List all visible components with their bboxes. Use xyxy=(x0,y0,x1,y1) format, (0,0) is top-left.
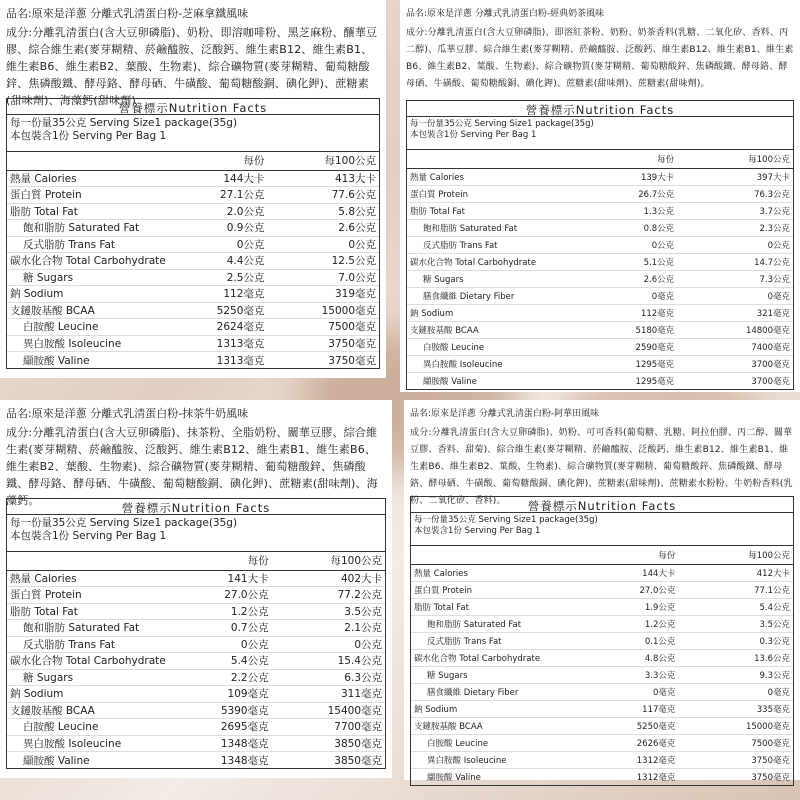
nutrient-per-100g: 15400毫克 xyxy=(272,702,385,719)
serving-size: 每一份量35公克 Serving Size1 package(35g) xyxy=(410,119,594,129)
label-panel-matcha-milk xyxy=(0,400,392,778)
nutrient-label: 反式脂肪 Trans Fat xyxy=(407,236,608,253)
nutrition-facts-table xyxy=(6,98,380,369)
nutrient-per-serving: 0.9公克 xyxy=(200,220,267,237)
nutrient-per-100g: 412大卡 xyxy=(678,564,793,581)
nutrient-per-100g: 0公克 xyxy=(272,636,385,653)
nutrient-per-serving: 112毫克 xyxy=(608,304,677,321)
table-row xyxy=(411,632,793,649)
nutrient-label: 異白胺酸 Isoleucine xyxy=(407,355,608,372)
nutrient-label: 異白胺酸 Isoleucine xyxy=(7,335,200,352)
header-blank xyxy=(7,152,200,170)
table-row xyxy=(411,564,793,581)
nutrient-per-100g: 7500毫克 xyxy=(267,319,379,336)
nutrient-label: 膳食纖維 Dietary Fiber xyxy=(411,683,610,700)
nutrient-label: 熱量 Calories xyxy=(7,570,204,587)
nutrient-per-100g: 397大卡 xyxy=(677,168,793,185)
serving-info xyxy=(7,115,379,152)
nutrient-per-100g: 76.3公克 xyxy=(677,185,793,202)
nutrient-label: 膳食纖維 Dietary Fiber xyxy=(407,287,608,304)
nutrient-per-serving: 139大卡 xyxy=(608,168,677,185)
nutrient-per-100g: 7400毫克 xyxy=(677,338,793,355)
nutrient-per-100g: 5.8公克 xyxy=(267,203,379,220)
nutrient-per-serving: 0.7公克 xyxy=(204,620,272,637)
table-header-row xyxy=(7,152,379,170)
table-row xyxy=(411,683,793,700)
ingredients-list: 成分:分離乳清蛋白(含大豆卵磷脂)、抹茶粉、全脂奶粉、關華豆膠、綜合維生素(麥芽糊精、菸鹼醯胺、泛酸鈣、維生素B12、維生素B1、維生素B6、維生素B2、葉酸、生物素)、綜合礦物質(麥芽糊精、葡萄糖酸鋅、焦磷酸鐵、酵母鉻、酵母硒、牛磺酸、葡萄糖酸銅、碘化鉀)、蔗糖素(甜味劑)、海藻鈣。 xyxy=(6,426,378,507)
nutrient-per-serving: 1295毫克 xyxy=(608,355,677,372)
header-per-serving: 每份 xyxy=(610,546,679,564)
table-row xyxy=(7,302,379,319)
nutrition-facts-title: 營養標示Nutrition Facts xyxy=(7,99,379,115)
nutrient-per-serving: 0.8公克 xyxy=(608,219,677,236)
nutrient-per-serving: 2695毫克 xyxy=(204,719,272,736)
header-blank xyxy=(407,150,608,168)
nutrition-facts-title: 營養標示Nutrition Facts xyxy=(411,497,793,513)
serving-info xyxy=(407,117,793,150)
nutrient-label: 鈉 Sodium xyxy=(407,304,608,321)
serving-size: 每一份量35公克 Serving Size1 package(35g) xyxy=(10,117,238,129)
nutrition-facts-title: 營養標示Nutrition Facts xyxy=(407,101,793,117)
table-row xyxy=(7,735,385,752)
nutrient-per-100g: 0.3公克 xyxy=(678,632,793,649)
nutrient-label: 碳水化合物 Total Carbohydrate xyxy=(411,649,610,666)
nutrient-per-serving: 2590毫克 xyxy=(608,338,677,355)
table-row xyxy=(7,719,385,736)
nutrient-label: 飽和脂肪 Saturated Fat xyxy=(7,620,204,637)
nutrient-per-100g: 13.6公克 xyxy=(678,649,793,666)
nutrient-label: 支鏈胺基酸 BCAA xyxy=(7,702,204,719)
nutrient-per-serving: 27.1公克 xyxy=(200,187,267,204)
nutrient-per-serving: 2.0公克 xyxy=(200,203,267,220)
nutrient-per-serving: 2.6公克 xyxy=(608,270,677,287)
table-row xyxy=(407,236,793,253)
nutrient-label: 飽和脂肪 Saturated Fat xyxy=(407,219,608,236)
nutrient-label: 鈉 Sodium xyxy=(7,686,204,703)
table-row xyxy=(7,603,385,620)
nutrient-label: 熱量 Calories xyxy=(411,564,610,581)
table-row xyxy=(7,587,385,604)
nutrient-label: 異白胺酸 Isoleucine xyxy=(411,751,610,768)
servings-per-bag: 本包裝含1份 Serving Per Bag 1 xyxy=(410,130,537,140)
table-row xyxy=(411,768,793,785)
nutrient-per-serving: 1.2公克 xyxy=(204,603,272,620)
nutrient-per-100g: 15000毫克 xyxy=(678,717,793,734)
table-row xyxy=(7,319,379,336)
label-panel-sesame-latte xyxy=(0,0,386,378)
nutrient-per-serving: 27.0公克 xyxy=(610,581,679,598)
nutrient-label: 熱量 Calories xyxy=(407,168,608,185)
nutrient-per-100g: 3.5公克 xyxy=(678,615,793,632)
table-row xyxy=(7,203,379,220)
nutrient-per-100g: 3700毫克 xyxy=(677,355,793,372)
table-row xyxy=(411,581,793,598)
nutrient-per-100g: 3700毫克 xyxy=(751,376,790,387)
nutrient-table xyxy=(411,546,793,785)
nutrient-per-100g: 321毫克 xyxy=(677,304,793,321)
nutrient-label: 脂肪 Total Fat xyxy=(7,203,200,220)
nutrient-per-serving: 5390毫克 xyxy=(204,702,272,719)
nutrient-per-100g: 77.6公克 xyxy=(267,187,379,204)
nutrient-label: 糖 Sugars xyxy=(407,270,608,287)
nutrient-per-100g: 15000毫克 xyxy=(267,302,379,319)
servings-per-bag: 本包裝含1份 Serving Per Bag 1 xyxy=(10,530,167,542)
nutrient-label: 支鏈胺基酸 BCAA xyxy=(411,717,610,734)
nutrient-per-serving: 1312毫克 xyxy=(610,751,679,768)
nutrient-per-100g: 14800毫克 xyxy=(677,321,793,338)
product-name: 品名:原來是洋蔥 分離式乳清蛋白粉-芝麻拿鐵風味 xyxy=(6,7,249,20)
header-per-100g: 每100公克 xyxy=(678,546,793,564)
nutrient-label: 蛋白質 Protein xyxy=(411,581,610,598)
header-per-100g: 每100公克 xyxy=(267,152,379,170)
nutrient-table xyxy=(407,150,793,389)
nutrient-per-serving: 1348毫克 xyxy=(220,754,269,767)
nutrient-label: 纈胺酸 Valine xyxy=(23,354,90,367)
nutrient-per-serving: 1.9公克 xyxy=(610,598,679,615)
nutrient-per-serving: 5180毫克 xyxy=(608,321,677,338)
nutrient-per-serving: 5250毫克 xyxy=(610,717,679,734)
nutrient-per-100g: 3.7公克 xyxy=(677,202,793,219)
nutrient-label: 白胺酸 Leucine xyxy=(7,719,204,736)
table-row xyxy=(411,615,793,632)
table-header-row xyxy=(7,552,385,570)
serving-info xyxy=(411,513,793,546)
nutrient-per-serving: 1313毫克 xyxy=(200,335,267,352)
nutrient-label: 支鏈胺基酸 BCAA xyxy=(407,321,608,338)
nutrition-facts-title: 營養標示Nutrition Facts xyxy=(7,499,385,515)
nutrient-label: 支鏈胺基酸 BCAA xyxy=(7,302,200,319)
table-row xyxy=(7,669,385,686)
nutrient-per-serving: 1313毫克 xyxy=(216,354,265,367)
nutrient-per-100g: 7500毫克 xyxy=(678,734,793,751)
nutrient-label: 脂肪 Total Fat xyxy=(411,598,610,615)
nutrient-per-100g: 0毫克 xyxy=(677,287,793,304)
nutrient-label: 熱量 Calories xyxy=(7,170,200,187)
table-row xyxy=(407,338,793,355)
table-row xyxy=(7,236,379,253)
header-per-serving: 每份 xyxy=(608,150,677,168)
table-row xyxy=(7,636,385,653)
nutrient-label: 鈉 Sodium xyxy=(411,700,610,717)
nutrient-per-serving: 27.0公克 xyxy=(204,587,272,604)
nutrition-facts-table xyxy=(6,498,386,769)
nutrient-per-100g: 14.7公克 xyxy=(677,253,793,270)
table-row xyxy=(7,686,385,703)
nutrient-per-serving: 0.1公克 xyxy=(610,632,679,649)
nutrient-per-100g: 5.4公克 xyxy=(678,598,793,615)
nutrient-per-100g: 7.3公克 xyxy=(677,270,793,287)
nutrient-per-serving: 0公克 xyxy=(608,236,677,253)
table-row xyxy=(7,702,385,719)
nutrient-per-100g: 0毫克 xyxy=(678,683,793,700)
nutrient-label: 纈胺酸 Valine xyxy=(423,376,477,387)
nutrient-label: 反式脂肪 Trans Fat xyxy=(7,636,204,653)
label-panel-milk-tea xyxy=(400,0,800,392)
nutrient-per-100g: 3750毫克 xyxy=(328,354,376,367)
nutrient-label: 白胺酸 Leucine xyxy=(7,319,200,336)
nutrient-label: 碳水化合物 Total Carbohydrate xyxy=(7,653,204,670)
nutrient-per-serving: 0公克 xyxy=(204,636,272,653)
nutrient-per-100g: 335毫克 xyxy=(678,700,793,717)
nutrient-per-100g: 2.3公克 xyxy=(677,219,793,236)
table-header-row xyxy=(407,150,793,168)
table-row xyxy=(407,287,793,304)
table-row xyxy=(7,170,379,187)
nutrient-per-serving: 141大卡 xyxy=(204,570,272,587)
nutrient-label: 蛋白質 Protein xyxy=(7,187,200,204)
nutrient-label: 蛋白質 Protein xyxy=(407,185,608,202)
nutrient-per-100g: 6.3公克 xyxy=(272,669,385,686)
table-row xyxy=(407,304,793,321)
nutrient-label: 碳水化合物 Total Carbohydrate xyxy=(7,253,200,270)
product-name: 品名:原來是洋蔥 分離式乳清蛋白粉-抹茶牛奶風味 xyxy=(6,407,249,420)
table-row xyxy=(411,598,793,615)
nutrient-per-100g: 3.5公克 xyxy=(272,603,385,620)
table-row xyxy=(7,352,379,369)
table-row xyxy=(411,700,793,717)
product-name: 品名:原來是洋蔥 分離式乳清蛋白粉-經典奶茶風味 xyxy=(406,9,605,19)
nutrient-per-serving: 112毫克 xyxy=(200,286,267,303)
nutrition-facts-table xyxy=(406,100,794,390)
nutrient-per-serving: 1.3公克 xyxy=(608,202,677,219)
nutrient-per-100g: 9.3公克 xyxy=(678,666,793,683)
nutrient-per-serving: 4.4公克 xyxy=(200,253,267,270)
nutrient-per-serving: 117毫克 xyxy=(610,700,679,717)
table-header-row xyxy=(411,546,793,564)
nutrient-per-serving: 1.2公克 xyxy=(610,615,679,632)
table-row xyxy=(7,335,379,352)
servings-per-bag: 本包裝含1份 Serving Per Bag 1 xyxy=(414,526,541,536)
nutrient-per-100g: 77.1公克 xyxy=(678,581,793,598)
nutrient-per-serving: 26.7公克 xyxy=(608,185,677,202)
nutrient-label: 糖 Sugars xyxy=(7,669,204,686)
nutrient-per-serving: 2626毫克 xyxy=(610,734,679,751)
table-row xyxy=(7,269,379,286)
nutrient-per-serving: 2.2公克 xyxy=(204,669,272,686)
nutrient-per-100g: 3750毫克 xyxy=(267,335,379,352)
product-name: 品名:原來是洋蔥 分離式乳清蛋白粉-阿華田風味 xyxy=(410,409,600,419)
nutrient-per-serving: 1312毫克 xyxy=(636,772,676,783)
servings-per-bag: 本包裝含1份 Serving Per Bag 1 xyxy=(10,130,167,142)
label-panel-ovaltine xyxy=(404,400,800,783)
nutrient-label: 糖 Sugars xyxy=(7,269,200,286)
nutrient-per-serving: 0公克 xyxy=(200,236,267,253)
table-row xyxy=(407,219,793,236)
nutrient-per-100g: 77.2公克 xyxy=(272,587,385,604)
table-row xyxy=(411,751,793,768)
nutrient-per-100g: 7700毫克 xyxy=(272,719,385,736)
table-row xyxy=(411,649,793,666)
nutrient-table xyxy=(7,152,379,368)
nutrient-label: 纈胺酸 Valine xyxy=(23,754,90,767)
nutrient-per-serving: 2624毫克 xyxy=(200,319,267,336)
nutrient-per-100g: 3750毫克 xyxy=(751,772,790,783)
ingredients-list: 成分:分離乳清蛋白(含大豆卵磷脂)、奶粉、可可香料(葡萄糖、乳糖、阿拉伯膠、丙二醇、關華豆膠、香料、甜菊)、綜合維生素(麥芽糊精、菸鹼醯胺、泛酸鈣、維生素B12、維生素B1、維生素B6、維生素B2、葉酸、生物素)、綜合礦物質(麥芽糊精、葡萄糖酸鋅、焦磷酸鐵、酵母鉻、酵母硒、牛磺酸、葡萄糖酸銅、碘化鉀)、蔗糖素(甜味劑)、蔗糖素水粉粉、牛奶粉香料(乳粉、二氧化矽、香料)。 xyxy=(410,428,793,506)
table-row xyxy=(407,321,793,338)
nutrient-per-100g: 0公克 xyxy=(267,236,379,253)
nutrient-label: 白胺酸 Leucine xyxy=(407,338,608,355)
table-row xyxy=(407,168,793,185)
table-row xyxy=(407,185,793,202)
nutrient-per-serving: 1295毫克 xyxy=(635,376,675,387)
table-row xyxy=(407,270,793,287)
nutrient-label: 白胺酸 Leucine xyxy=(411,734,610,751)
table-row xyxy=(411,734,793,751)
nutrient-per-serving: 1348毫克 xyxy=(204,735,272,752)
table-row xyxy=(7,286,379,303)
header-per-serving: 每份 xyxy=(204,552,272,570)
nutrient-per-serving: 5250毫克 xyxy=(200,302,267,319)
table-row xyxy=(407,253,793,270)
nutrient-label: 碳水化合物 Total Carbohydrate xyxy=(407,253,608,270)
nutrient-per-serving: 0毫克 xyxy=(610,683,679,700)
header-per-100g: 每100公克 xyxy=(677,150,793,168)
nutrient-label: 反式脂肪 Trans Fat xyxy=(7,236,200,253)
table-row xyxy=(407,372,793,389)
nutrient-per-100g: 2.6公克 xyxy=(267,220,379,237)
nutrient-per-serving: 109毫克 xyxy=(204,686,272,703)
table-row xyxy=(407,355,793,372)
nutrient-label: 脂肪 Total Fat xyxy=(407,202,608,219)
nutrient-label: 鈉 Sodium xyxy=(7,286,200,303)
ingredients-list: 成分:分離乳清蛋白(含大豆卵磷脂)、奶粉、即溶咖啡粉、黑芝麻粉、釀華豆膠、綜合維生素(麥芽糊精、菸鹼醯胺、泛酸鈣、維生素B12、維生素B1、維生素B6、維生素B2、葉酸、生物素)、綜合礦物質(麥芽糊精、葡萄糖酸鋅、焦磷酸鐵、酵母鉻、酵母硒、牛磺酸、葡萄糖酸銅、碘化鉀)、蔗糖素(甜味劑)、海藻鈣(甜味劑) xyxy=(6,26,378,107)
nutrient-table xyxy=(7,552,385,768)
nutrient-label: 異白胺酸 Isoleucine xyxy=(7,735,204,752)
nutrition-facts-table xyxy=(410,496,794,786)
table-row xyxy=(407,202,793,219)
nutrient-per-100g: 402大卡 xyxy=(272,570,385,587)
nutrient-per-serving: 144大卡 xyxy=(610,564,679,581)
nutrient-per-serving: 0毫克 xyxy=(608,287,677,304)
nutrient-label: 脂肪 Total Fat xyxy=(7,603,204,620)
nutrient-per-serving: 4.8公克 xyxy=(610,649,679,666)
nutrient-label: 反式脂肪 Trans Fat xyxy=(411,632,610,649)
table-row xyxy=(7,620,385,637)
nutrient-per-serving: 5.4公克 xyxy=(204,653,272,670)
header-blank xyxy=(7,552,204,570)
nutrient-per-100g: 2.1公克 xyxy=(272,620,385,637)
ingredients-list: 成分:分離乳清蛋白(含大豆卵磷脂)、即溶紅茶粉、奶粉、奶茶香料(乳糖、二氧化矽、香料、丙二醇)、瓜華豆膠、綜合維生素(麥芽糊精、菸鹼醯胺、泛酸鈣、維生素B12、維生素B1、維生素B6、維生素B2、葉酸、生物素)、綜合礦物質(麥芽糊精、葡萄糖酸鋅、焦磷酸鐵、酵母鉻、酵母硒、牛磺酸、葡萄糖酸銅、碘化鉀)、蔗糖素(甜味劑)、蔗糖素(甜味劑)。 xyxy=(406,28,794,89)
nutrient-label: 飽和脂肪 Saturated Fat xyxy=(411,615,610,632)
table-row xyxy=(7,187,379,204)
nutrient-per-100g: 0公克 xyxy=(677,236,793,253)
nutrient-per-100g: 7.0公克 xyxy=(267,269,379,286)
header-blank xyxy=(411,546,610,564)
nutrient-per-100g: 15.4公克 xyxy=(272,653,385,670)
nutrient-label: 糖 Sugars xyxy=(411,666,610,683)
nutrient-per-100g: 311毫克 xyxy=(272,686,385,703)
serving-size: 每一份量35公克 Serving Size1 package(35g) xyxy=(10,517,238,529)
nutrient-per-serving: 144大卡 xyxy=(200,170,267,187)
nutrient-per-100g: 3850毫克 xyxy=(334,754,382,767)
nutrient-per-serving: 3.3公克 xyxy=(610,666,679,683)
serving-size: 每一份量35公克 Serving Size1 package(35g) xyxy=(414,515,598,525)
nutrient-per-100g: 319毫克 xyxy=(267,286,379,303)
serving-info xyxy=(7,515,385,552)
table-row xyxy=(7,752,385,769)
nutrient-per-100g: 3850毫克 xyxy=(272,735,385,752)
table-row xyxy=(411,717,793,734)
table-row xyxy=(7,570,385,587)
table-row xyxy=(411,666,793,683)
nutrient-per-serving: 5.1公克 xyxy=(608,253,677,270)
header-per-serving: 每份 xyxy=(200,152,267,170)
nutrient-label: 纈胺酸 Valine xyxy=(427,772,481,783)
header-per-100g: 每100公克 xyxy=(272,552,385,570)
table-row xyxy=(7,653,385,670)
nutrient-per-100g: 12.5公克 xyxy=(267,253,379,270)
table-row xyxy=(7,253,379,270)
nutrient-per-100g: 413大卡 xyxy=(267,170,379,187)
nutrient-label: 蛋白質 Protein xyxy=(7,587,204,604)
nutrient-per-serving: 2.5公克 xyxy=(200,269,267,286)
nutrient-per-100g: 3750毫克 xyxy=(678,751,793,768)
table-row xyxy=(7,220,379,237)
nutrient-label: 飽和脂肪 Saturated Fat xyxy=(7,220,200,237)
